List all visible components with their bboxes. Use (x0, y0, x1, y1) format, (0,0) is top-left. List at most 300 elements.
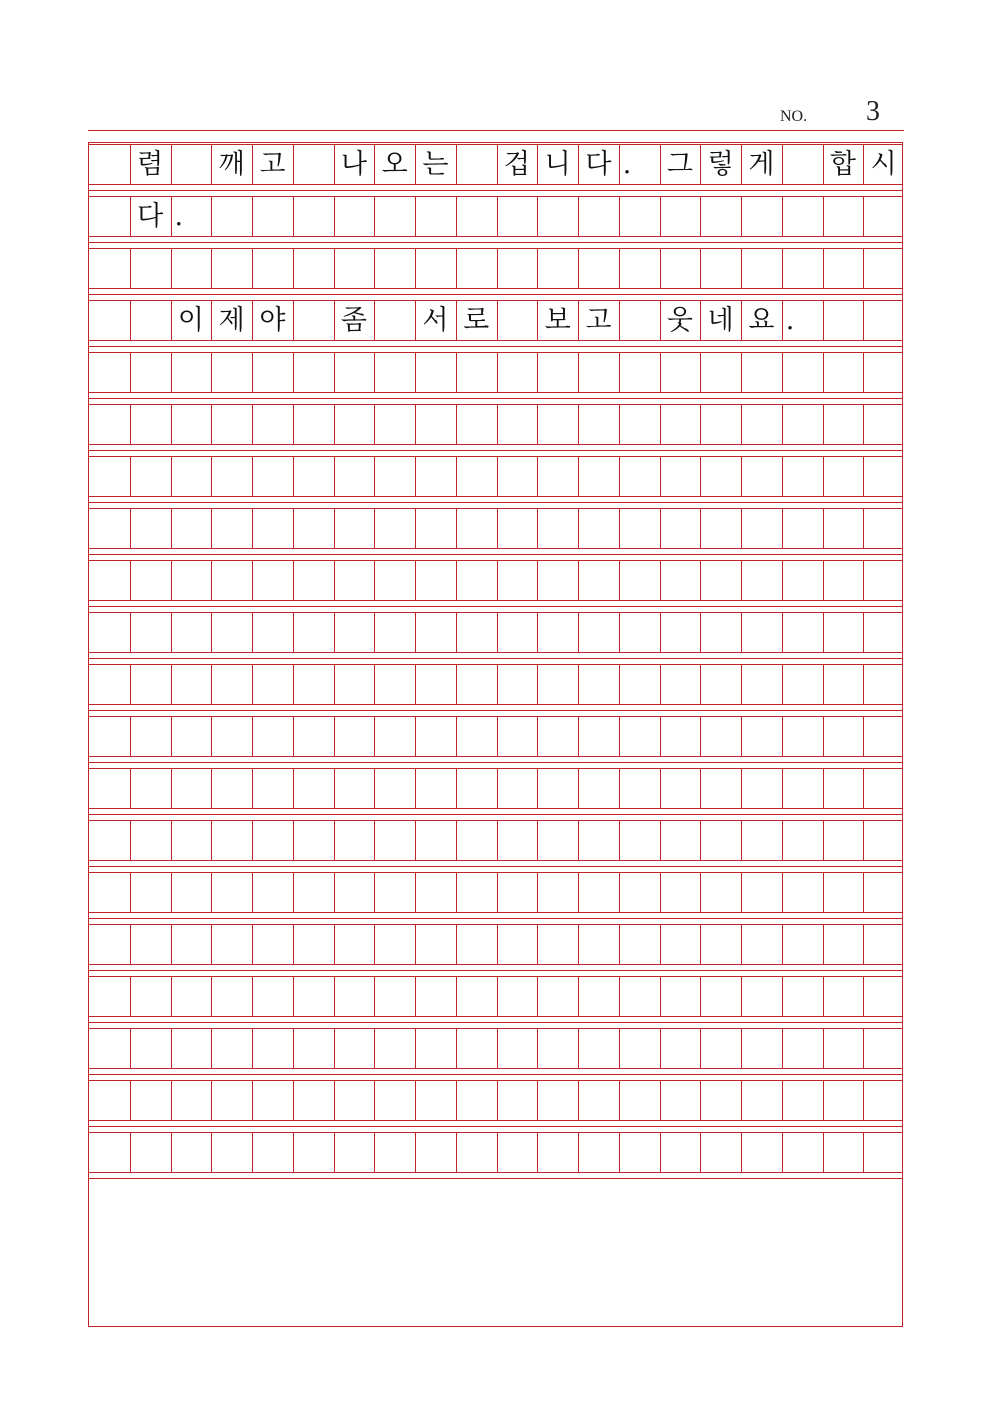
grid-column-line (171, 1080, 172, 1120)
grid-row-bottom-line (89, 1120, 902, 1121)
grid-column-line (497, 976, 498, 1016)
grid-column-line (823, 716, 824, 756)
grid-column-line (130, 716, 131, 756)
grid-column-line (171, 716, 172, 756)
grid-row-bottom-line (89, 496, 902, 497)
grid-column-line (823, 1132, 824, 1172)
grid-column-line (823, 924, 824, 964)
grid-column-line (252, 456, 253, 496)
grid-column-line (782, 664, 783, 704)
grid-column-line (252, 196, 253, 236)
grid-column-line (619, 768, 620, 808)
grid-column-line (293, 1080, 294, 1120)
grid-column-line (211, 768, 212, 808)
grid-column-line (252, 1028, 253, 1068)
grid-column-line (578, 976, 579, 1016)
grid-column-line (782, 716, 783, 756)
grid-column-line (537, 560, 538, 600)
grid-column-line (334, 924, 335, 964)
grid-cell-character: 오 (381, 148, 408, 180)
grid-column-line (171, 820, 172, 860)
grid-column-line (537, 196, 538, 236)
grid-cell-character: 깨 (218, 148, 245, 180)
grid-column-line (537, 508, 538, 548)
grid-column-line (782, 196, 783, 236)
grid-column-line (741, 1132, 742, 1172)
grid-column-line (171, 560, 172, 600)
grid-row-bottom-line (89, 392, 902, 393)
grid-column-line (130, 1080, 131, 1120)
grid-column-line (374, 768, 375, 808)
grid-column-line (782, 456, 783, 496)
grid-column-line (334, 196, 335, 236)
grid-column-line (537, 456, 538, 496)
grid-column-line (211, 508, 212, 548)
grid-column-line (537, 664, 538, 704)
grid-column-line (374, 1132, 375, 1172)
grid-column-line (497, 456, 498, 496)
grid-column-line (334, 820, 335, 860)
grid-cell-punctuation: . (785, 305, 795, 336)
grid-column-line (415, 976, 416, 1016)
grid-column-line (293, 508, 294, 548)
grid-column-line (130, 248, 131, 288)
grid-column-line (823, 456, 824, 496)
grid-column-line (456, 1080, 457, 1120)
grid-column-line (823, 352, 824, 392)
grid-column-line (863, 456, 864, 496)
grid-column-line (456, 144, 457, 184)
grid-column-line (823, 196, 824, 236)
grid-column-line (823, 1080, 824, 1120)
grid-column-line (782, 872, 783, 912)
grid-column-line (293, 404, 294, 444)
grid-column-line (700, 1028, 701, 1068)
grid-column-line (334, 976, 335, 1016)
grid-row-gap-line (89, 398, 902, 399)
grid-column-line (497, 664, 498, 704)
grid-column-line (374, 872, 375, 912)
grid-column-line (456, 196, 457, 236)
grid-column-line (741, 768, 742, 808)
grid-column-line (415, 664, 416, 704)
grid-row-gap-line (89, 242, 902, 243)
grid-column-line (537, 1132, 538, 1172)
grid-column-line (497, 508, 498, 548)
grid-column-line (334, 768, 335, 808)
grid-column-line (293, 924, 294, 964)
grid-row-bottom-line (89, 184, 902, 185)
grid-column-line (130, 456, 131, 496)
grid-column-line (456, 508, 457, 548)
grid-column-line (211, 560, 212, 600)
grid-column-line (782, 508, 783, 548)
grid-column-line (823, 404, 824, 444)
grid-column-line (130, 1028, 131, 1068)
grid-column-line (619, 820, 620, 860)
grid-column-line (660, 404, 661, 444)
grid-column-line (171, 768, 172, 808)
grid-column-line (660, 820, 661, 860)
grid-column-line (700, 404, 701, 444)
grid-column-line (334, 612, 335, 652)
grid-row-gap-line (89, 1022, 902, 1023)
grid-cell-character: 다 (585, 148, 612, 180)
grid-column-line (823, 560, 824, 600)
grid-column-line (578, 404, 579, 444)
grid-column-line (782, 248, 783, 288)
grid-column-line (171, 508, 172, 548)
grid-column-line (374, 976, 375, 1016)
grid-column-line (415, 352, 416, 392)
grid-row-bottom-line (89, 964, 902, 965)
grid-column-line (660, 508, 661, 548)
grid-column-line (130, 976, 131, 1016)
grid-column-line (252, 872, 253, 912)
grid-column-line (741, 508, 742, 548)
grid-column-line (619, 716, 620, 756)
grid-column-line (660, 664, 661, 704)
grid-column-line (700, 976, 701, 1016)
grid-column-line (578, 456, 579, 496)
grid-column-line (374, 456, 375, 496)
grid-row-bottom-line (89, 860, 902, 861)
grid-column-line (619, 924, 620, 964)
grid-row-gap-line (89, 294, 902, 295)
grid-row-gap-line (89, 658, 902, 659)
grid-column-line (660, 1080, 661, 1120)
grid-column-line (334, 508, 335, 548)
grid-row-gap-line (89, 450, 902, 451)
grid-column-line (863, 924, 864, 964)
grid-column-line (293, 820, 294, 860)
grid-column-line (415, 1028, 416, 1068)
grid-cell-character: 고 (259, 148, 286, 180)
grid-cell-character: 다 (137, 200, 164, 232)
grid-column-line (823, 664, 824, 704)
grid-column-line (456, 924, 457, 964)
grid-column-line (252, 560, 253, 600)
grid-column-line (578, 820, 579, 860)
grid-column-line (211, 404, 212, 444)
grid-column-line (456, 612, 457, 652)
grid-column-line (782, 820, 783, 860)
grid-column-line (415, 1080, 416, 1120)
grid-column-line (619, 872, 620, 912)
grid-column-line (700, 456, 701, 496)
header-rule (88, 130, 904, 131)
grid-column-line (741, 664, 742, 704)
grid-column-line (660, 872, 661, 912)
grid-column-line (700, 352, 701, 392)
grid-row-gap-line (89, 606, 902, 607)
grid-column-line (497, 768, 498, 808)
grid-column-line (823, 768, 824, 808)
grid-row-gap-line (89, 970, 902, 971)
grid-column-line (130, 1132, 131, 1172)
grid-column-line (415, 924, 416, 964)
grid-row-gap-line (89, 1126, 902, 1127)
grid-row-bottom-line (89, 288, 902, 289)
grid-column-line (374, 248, 375, 288)
grid-column-line (497, 404, 498, 444)
grid-column-line (293, 664, 294, 704)
grid-column-line (293, 248, 294, 288)
grid-column-line (700, 612, 701, 652)
grid-column-line (823, 248, 824, 288)
grid-column-line (374, 404, 375, 444)
manuscript-sheet (88, 142, 903, 1327)
page-number: 3 (866, 96, 880, 127)
grid-column-line (456, 664, 457, 704)
grid-column-line (863, 404, 864, 444)
grid-cell-character: 요 (748, 304, 775, 336)
grid-row-bottom-line (89, 548, 902, 549)
grid-column-line (619, 560, 620, 600)
grid-column-line (497, 352, 498, 392)
grid-column-line (293, 456, 294, 496)
grid-column-line (863, 1132, 864, 1172)
grid-column-line (823, 820, 824, 860)
grid-column-line (782, 924, 783, 964)
grid-column-line (252, 1132, 253, 1172)
grid-column-line (700, 820, 701, 860)
grid-column-line (211, 924, 212, 964)
grid-column-line (741, 820, 742, 860)
grid-column-line (211, 1080, 212, 1120)
grid-column-line (211, 872, 212, 912)
grid-column-line (700, 196, 701, 236)
grid-column-line (293, 1028, 294, 1068)
grid-column-line (863, 664, 864, 704)
grid-column-line (537, 716, 538, 756)
grid-column-line (782, 612, 783, 652)
grid-column-line (171, 924, 172, 964)
grid-column-line (415, 1132, 416, 1172)
grid-column-line (700, 716, 701, 756)
grid-cell-character: 네 (707, 304, 734, 336)
grid-column-line (374, 612, 375, 652)
grid-column-line (293, 716, 294, 756)
grid-column-line (863, 1080, 864, 1120)
grid-column-line (863, 248, 864, 288)
grid-column-line (130, 820, 131, 860)
grid-column-line (782, 768, 783, 808)
grid-column-line (334, 1132, 335, 1172)
grid-column-line (619, 196, 620, 236)
grid-column-line (619, 1132, 620, 1172)
grid-column-line (415, 248, 416, 288)
grid-column-line (741, 976, 742, 1016)
grid-column-line (130, 352, 131, 392)
grid-column-line (456, 768, 457, 808)
grid-column-line (700, 664, 701, 704)
grid-column-line (700, 768, 701, 808)
grid-column-line (823, 612, 824, 652)
grid-column-line (130, 560, 131, 600)
grid-column-line (415, 768, 416, 808)
grid-column-line (415, 196, 416, 236)
grid-column-line (171, 352, 172, 392)
grid-column-line (374, 1080, 375, 1120)
grid-column-line (619, 1080, 620, 1120)
grid-cell-character: 그 (666, 148, 693, 180)
grid-column-line (211, 196, 212, 236)
grid-row-gap-line (89, 1074, 902, 1075)
grid-column-line (252, 508, 253, 548)
grid-cell-character: 합 (829, 148, 856, 180)
grid-column-line (497, 1132, 498, 1172)
grid-column-line (700, 1080, 701, 1120)
grid-column-line (863, 976, 864, 1016)
grid-column-line (823, 300, 824, 340)
grid-column-line (782, 144, 783, 184)
grid-column-line (456, 404, 457, 444)
grid-column-line (863, 300, 864, 340)
grid-column-line (252, 612, 253, 652)
grid-column-line (741, 612, 742, 652)
grid-column-line (578, 352, 579, 392)
grid-column-line (334, 1080, 335, 1120)
grid-column-line (863, 352, 864, 392)
grid-row-bottom-line (89, 652, 902, 653)
grid-row-gap-line (89, 866, 902, 867)
grid-column-line (456, 456, 457, 496)
grid-column-line (211, 1132, 212, 1172)
grid-column-line (823, 872, 824, 912)
grid-column-line (578, 768, 579, 808)
grid-column-line (741, 560, 742, 600)
grid-column-line (130, 508, 131, 548)
grid-cell-character: 시 (870, 148, 897, 180)
grid-column-line (578, 612, 579, 652)
grid-column-line (863, 560, 864, 600)
grid-column-line (497, 560, 498, 600)
grid-column-line (497, 248, 498, 288)
grid-column-line (619, 456, 620, 496)
grid-column-line (252, 404, 253, 444)
grid-column-line (293, 872, 294, 912)
grid-column-line (497, 300, 498, 340)
grid-column-line (537, 976, 538, 1016)
grid-row-bottom-line (89, 340, 902, 341)
grid-column-line (334, 248, 335, 288)
grid-row-gap-line (89, 502, 902, 503)
grid-column-line (619, 612, 620, 652)
grid-column-line (171, 976, 172, 1016)
grid-cell-character: 서 (422, 304, 449, 336)
grid-column-line (619, 248, 620, 288)
grid-column-line (252, 664, 253, 704)
grid-column-line (497, 924, 498, 964)
grid-column-line (171, 456, 172, 496)
grid-column-line (741, 872, 742, 912)
grid-row-bottom-line (89, 1068, 902, 1069)
grid-column-line (293, 976, 294, 1016)
grid-column-line (578, 924, 579, 964)
grid-column-line (537, 404, 538, 444)
grid-row-gap-line (89, 710, 902, 711)
grid-column-line (578, 872, 579, 912)
grid-column-line (211, 664, 212, 704)
grid-column-line (130, 768, 131, 808)
grid-column-line (537, 1028, 538, 1068)
grid-column-line (741, 248, 742, 288)
grid-row-bottom-line (89, 1016, 902, 1017)
grid-column-line (660, 456, 661, 496)
grid-column-line (456, 248, 457, 288)
grid-column-line (619, 404, 620, 444)
grid-cell-character: 야 (259, 304, 286, 336)
grid-column-line (415, 560, 416, 600)
grid-column-line (334, 404, 335, 444)
grid-column-line (415, 612, 416, 652)
grid-row-bottom-line (89, 236, 902, 237)
grid-column-line (578, 508, 579, 548)
grid-column-line (497, 612, 498, 652)
grid-column-line (660, 768, 661, 808)
grid-column-line (660, 1132, 661, 1172)
grid-column-line (537, 820, 538, 860)
grid-row-gap-line (89, 1178, 902, 1179)
grid-cell-character: 는 (422, 148, 449, 180)
grid-row-bottom-line (89, 1172, 902, 1173)
grid-column-line (211, 352, 212, 392)
grid-cell-character: 로 (463, 304, 490, 336)
grid-column-line (211, 820, 212, 860)
grid-cell-character: 고 (585, 304, 612, 336)
grid-cell-character: 웃 (666, 304, 693, 336)
grid-column-line (782, 404, 783, 444)
grid-column-line (252, 248, 253, 288)
grid-column-line (863, 196, 864, 236)
grid-column-line (700, 560, 701, 600)
grid-column-line (171, 664, 172, 704)
grid-column-line (619, 352, 620, 392)
grid-row-gap-line (89, 918, 902, 919)
grid-column-line (374, 508, 375, 548)
grid-column-line (578, 1132, 579, 1172)
grid-column-line (171, 1132, 172, 1172)
grid-column-line (578, 196, 579, 236)
grid-column-line (823, 1028, 824, 1068)
grid-column-line (863, 768, 864, 808)
grid-column-line (741, 1028, 742, 1068)
grid-column-line (456, 1132, 457, 1172)
grid-row-bottom-line (89, 444, 902, 445)
grid-column-line (782, 1028, 783, 1068)
grid-column-line (374, 300, 375, 340)
grid-column-line (700, 872, 701, 912)
grid-column-line (782, 1080, 783, 1120)
grid-column-line (130, 924, 131, 964)
grid-column-line (863, 612, 864, 652)
grid-column-line (660, 248, 661, 288)
grid-column-line (293, 352, 294, 392)
grid-column-line (700, 924, 701, 964)
grid-column-line (415, 456, 416, 496)
grid-column-line (252, 976, 253, 1016)
grid-column-line (537, 352, 538, 392)
grid-column-line (619, 664, 620, 704)
grid-column-line (171, 144, 172, 184)
grid-column-line (741, 716, 742, 756)
grid-column-line (252, 924, 253, 964)
grid-column-line (782, 976, 783, 1016)
grid-column-line (741, 404, 742, 444)
grid-row-gap-line (89, 814, 902, 815)
grid-row-bottom-line (89, 808, 902, 809)
